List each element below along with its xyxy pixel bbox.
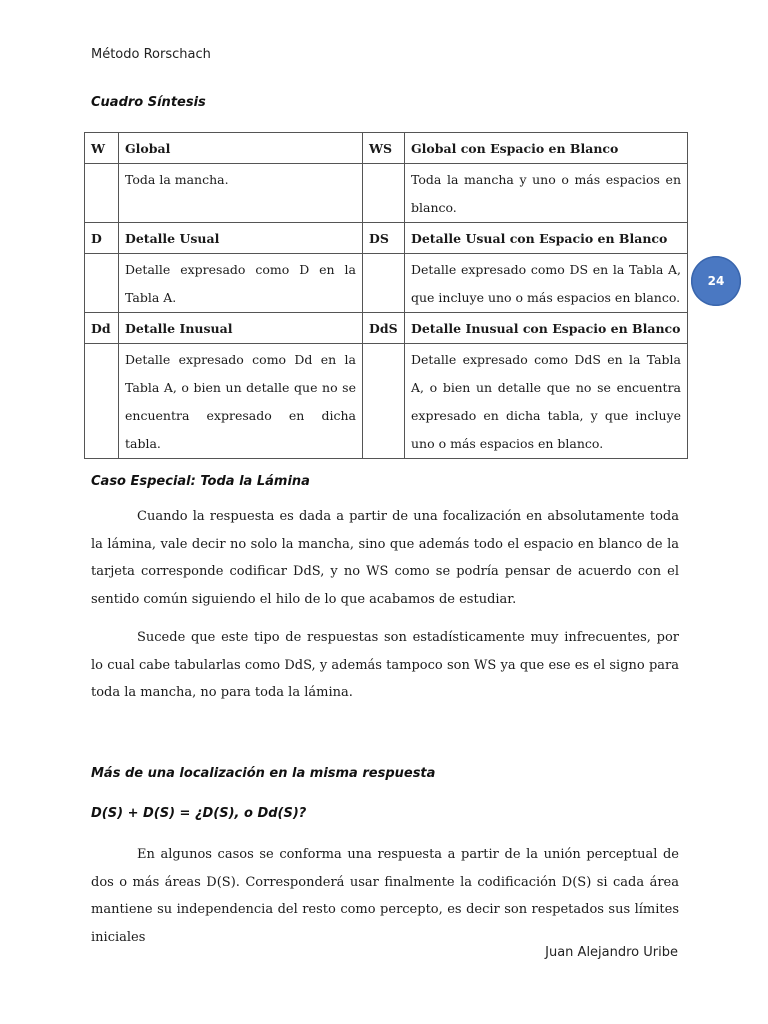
desc-cell: Detalle expresado como Dd en la Tabla A, o bien un detalle que no se encuentra expresado en dicha tabla. (119, 344, 363, 459)
paragraph: Cuando la respuesta es dada a partir de una focalización en absolutamente toda la lámina, vale decir no solo la mancha, sino que además todo el espacio en blanco de la tarjeta corresponde codificar DdS, y no WS como se podría pensar de acuerdo con el sentido común siguiendo el hilo de lo que acabamos de estudiar. (91, 509, 679, 607)
table-header-row (85, 313, 688, 344)
paragraph: En algunos casos se conforma una respuesta a partir de la unión perceptual de dos o más áreas D(S). Corresponderá usar finalmente la codificación D(S) si cada área mantiene su independencia del resto como percepto, es decir son respetados sus límites iniciales (91, 847, 679, 945)
empty-cell (363, 254, 405, 313)
table-title: Cuadro Síntesis (91, 95, 206, 110)
section-title: Más de una localización en la misma respuesta (91, 766, 436, 781)
footer-author: Juan Alejandro Uribe (545, 945, 678, 960)
page-number-badge: 24 (691, 256, 741, 306)
desc-cell: Detalle expresado como DS en la Tabla A, que incluye uno o más espacios en blanco. (405, 254, 688, 313)
synthesis-table (84, 132, 688, 459)
table-desc-row (85, 344, 688, 459)
code-cell: WS (363, 133, 405, 164)
table-header-row (85, 133, 688, 164)
section-title: Caso Especial: Toda la Lámina (91, 474, 310, 489)
table-desc-row (85, 164, 688, 223)
empty-cell (85, 164, 119, 223)
empty-cell (85, 254, 119, 313)
code-cell: W (85, 133, 119, 164)
code-cell: DS (363, 223, 405, 254)
label-cell: Detalle Usual con Espacio en Blanco (405, 223, 688, 254)
paragraph: Sucede que este tipo de respuestas son estadísticamente muy infrecuentes, por lo cual cabe tabularlas como DdS, y además tampoco son WS ya que ese es el signo para toda la mancha, no para toda la lámina. (91, 630, 679, 700)
desc-cell: Toda la mancha. (119, 164, 363, 223)
desc-cell: Detalle expresado como DdS en la Tabla A, o bien un detalle que no se encuentra expresado en dicha tabla, y que incluye uno o más espacios en blanco. (405, 344, 688, 459)
table-header-row (85, 223, 688, 254)
label-cell: Global (119, 133, 363, 164)
empty-cell (363, 344, 405, 459)
empty-cell (85, 344, 119, 459)
table-desc-row (85, 254, 688, 313)
label-cell: Detalle Inusual (119, 313, 363, 344)
empty-cell (363, 164, 405, 223)
label-cell: Detalle Usual (119, 223, 363, 254)
label-cell: Detalle Inusual con Espacio en Blanco (405, 313, 688, 344)
code-cell: DdS (363, 313, 405, 344)
desc-cell: Toda la mancha y uno o más espacios en blanco. (405, 164, 688, 223)
running-header: Método Rorschach (91, 47, 211, 62)
code-cell: D (85, 223, 119, 254)
label-cell: Global con Espacio en Blanco (405, 133, 688, 164)
desc-cell: Detalle expresado como D en la Tabla A. (119, 254, 363, 313)
code-cell: Dd (85, 313, 119, 344)
section-subtitle: D(S) + D(S) = ¿D(S), o Dd(S)? (91, 806, 307, 821)
